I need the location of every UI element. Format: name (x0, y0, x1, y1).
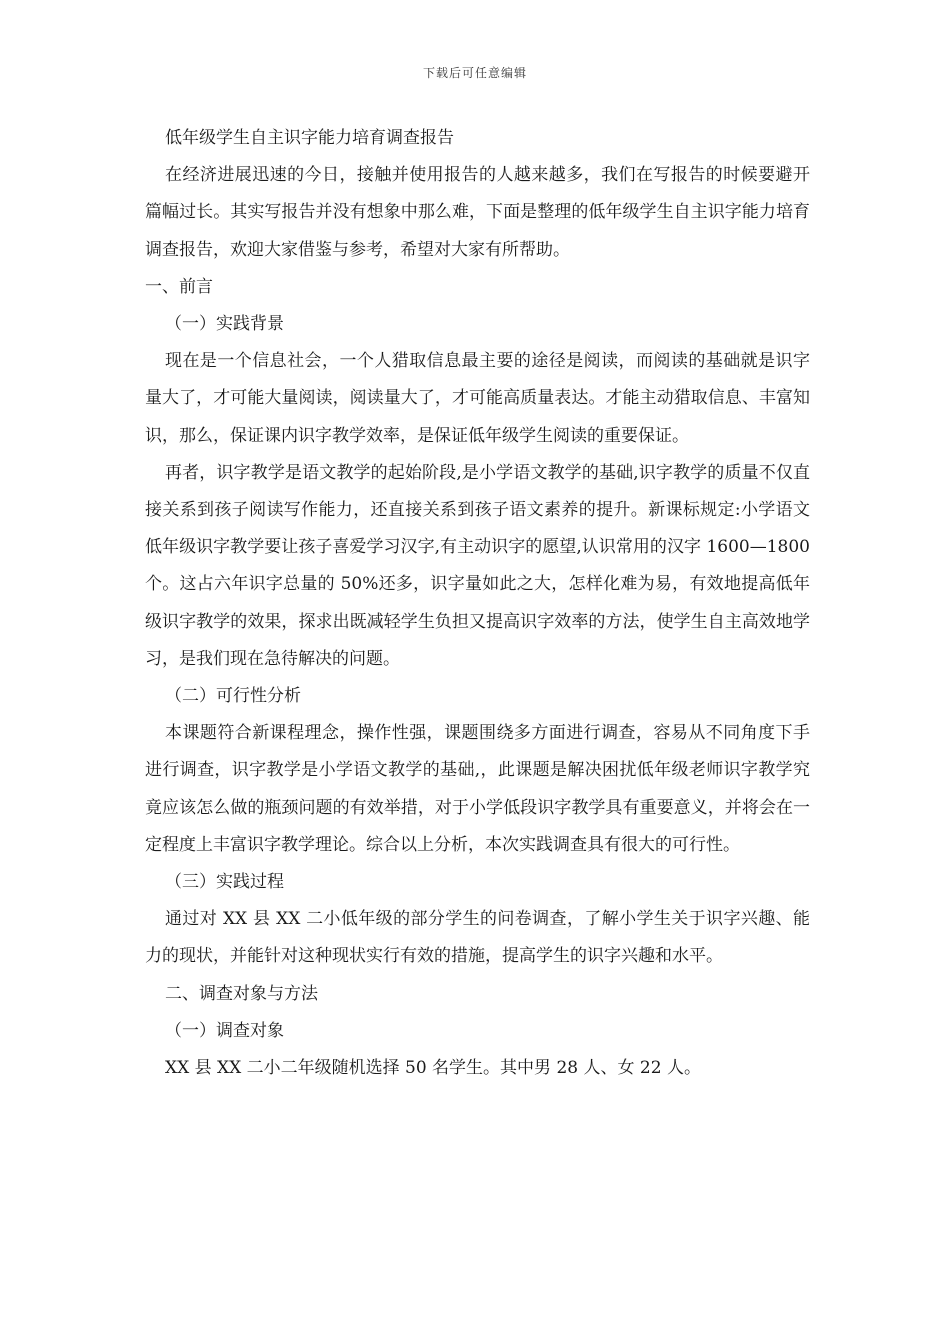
paragraph-subjects: XX 县 XX 二小二年级随机选择 50 名学生。其中男 28 人、女 22 人。 (165, 1058, 701, 1079)
subheading-background: （一）实践背景 (165, 314, 284, 335)
paragraph-background-2: 再者，识字教学是语文教学的起始阶段,是小学语文教学的基础,识字教学的质量不仅直接关系到孩子阅读写作能力，还直接关系到孩子语文素养的提升。新课标规定:小学语文低年级识字教学要让孩子喜爱学习汉字,有主动识字的愿望,认识常用的汉字 1600—1800 个。这占六年识字总量的 50%还多，识字量如此之大，怎样化难为易，有效地提高低年级识字教学的效果，探求出既减轻学生负担又提高识字效率的方法，使学生自主高效地学习，是我们现在急待解决的问题。 (145, 462, 810, 669)
subheading-subjects: （一）调查对象 (165, 1020, 284, 1041)
paragraph-background: 现在是一个信息社会，一个人猎取信息最主要的途径是阅读，而阅读的基础就是识字量大了，才可能大量阅读，阅读量大了，才可能高质量表达。才能主动猎取信息、丰富知识，那么，保证课内识字教学效率，是保证低年级学生阅读的重要保证。 (145, 351, 810, 446)
document-body (145, 120, 810, 1087)
section-heading-preface: 一、前言 (145, 276, 213, 297)
subheading-feasibility: （二）可行性分析 (165, 686, 301, 707)
document-title: 低年级学生自主识字能力培育调查报告 (165, 128, 454, 148)
paragraph-feasibility: 本课题符合新课程理念，操作性强，课题围绕多方面进行调查，容易从不同角度下手进行调查，识字教学是小学语文教学的基础,，此课题是解决困扰低年级老师识字教学究竟应该怎么做的瓶颈问题的有效举措，对于小学低段识字教学具有重要意义，并将会在一定程度上丰富识字教学理论。综合以上分析，本次实践调查具有很大的可行性。 (145, 723, 810, 855)
paragraph-process: 通过对 XX 县 XX 二小低年级的部分学生的问卷调查，了解小学生关于识字兴趣、能力的现状，并能针对这种现状实行有效的措施，提高学生的识字兴趣和水平。 (145, 909, 810, 967)
page-header-note: 下载后可任意编辑 (422, 66, 527, 80)
section-heading-subjects: 二、调查对象与方法 (165, 983, 318, 1004)
intro-paragraph: 在经济进展迅速的今日，接触并使用报告的人越来越多，我们在写报告的时候要避开篇幅过长。其实写报告并没有想象中那么难，下面是整理的低年级学生自主识字能力培育调查报告，欢迎大家借鉴与参考，希望对大家有所帮助。 (145, 165, 810, 260)
subheading-process: （三）实践过程 (165, 872, 284, 893)
